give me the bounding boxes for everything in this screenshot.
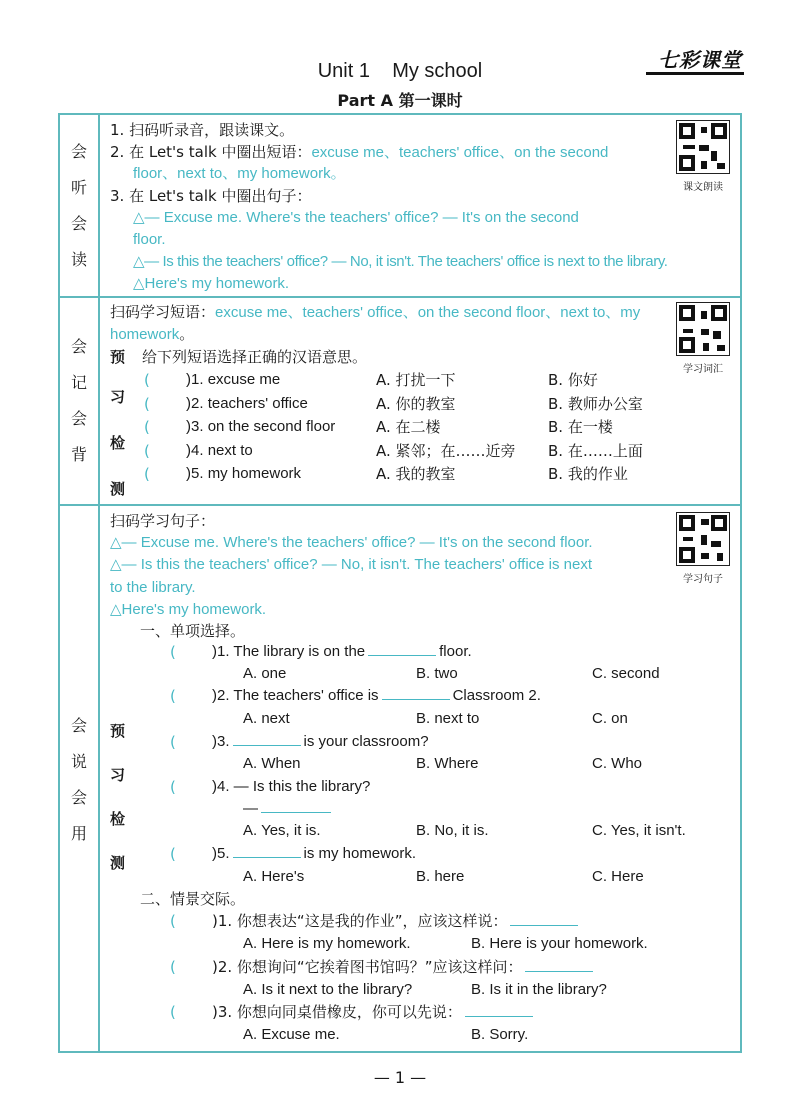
badge-test: 测 [110, 854, 126, 872]
option-a[interactable]: A. Here's [243, 868, 305, 885]
speak-sentence-3: △Here's my homework. [110, 601, 267, 618]
speak-sentence-2: △— Is this the teachers' office? — No, it isn't. The teachers' office is next [110, 556, 593, 573]
option-b[interactable]: B. two [416, 665, 458, 682]
option-a[interactable]: A. Excuse me. [243, 1026, 340, 1043]
answer-blank[interactable] [510, 912, 578, 926]
option-c[interactable]: C. second [592, 665, 660, 682]
option-c[interactable]: C. Who [592, 755, 643, 772]
option-b[interactable]: B. here [416, 868, 465, 885]
answer-blank[interactable] [465, 1003, 533, 1017]
column-divider [98, 113, 100, 1053]
badge-practice: 习 [110, 388, 126, 406]
answer-blank[interactable] [382, 686, 450, 700]
lesson-subtitle: Part A 第一课时 [337, 91, 463, 110]
option-c[interactable]: C. Yes, it isn't. [592, 822, 686, 839]
answer-blank[interactable] [261, 799, 331, 813]
badge-preview: 预 [110, 348, 126, 366]
answer-blank[interactable] [368, 642, 436, 656]
phrase-instruction: 给下列短语选择正确的汉语意思。 [142, 348, 368, 366]
option-c[interactable]: C. Here [592, 868, 644, 885]
phrase-intro: 扫码学习短语：excuse me、teachers' office、on the second floor、next to、my [110, 303, 641, 321]
phrase-intro-cont: homework。 [110, 325, 195, 343]
answer-blank[interactable] [233, 844, 301, 858]
sentence-intro: 扫码学习句子： [110, 512, 216, 530]
badge-practice: 习 [110, 766, 126, 784]
badge-check: 检 [110, 434, 126, 452]
section-label-listen: 会 听 会 读 [70, 141, 87, 269]
qr-caption: 学习句子 [683, 574, 723, 585]
sentence-3: △Here's my homework. [133, 275, 290, 292]
part-2-heading: 二、情景交际。 [140, 890, 246, 908]
option-a[interactable]: A. next [243, 710, 290, 727]
brand-logo: 七彩课堂 [658, 48, 742, 72]
speak-sentence-2-cont: to the library. [110, 579, 196, 596]
option-a[interactable]: A. Yes, it is. [243, 822, 321, 839]
part-1-heading: 一、单项选择。 [140, 622, 246, 640]
instruction-1: 1. 扫码听录音，跟读课文。 [110, 121, 295, 139]
badge-preview: 预 [110, 722, 126, 740]
unit-title: Unit 1 My school [317, 60, 483, 82]
sentence-1-cont: floor. [133, 231, 166, 248]
option-a[interactable]: A. one [243, 665, 287, 682]
instruction-3: 3. 在 Let's talk 中圈出句子： [110, 187, 312, 205]
badge-check: 检 [110, 810, 126, 828]
qr-code[interactable] [676, 120, 730, 174]
qr-caption: 课文朗读 [683, 182, 723, 193]
option-b[interactable]: B. next to [416, 710, 480, 727]
qr-code[interactable] [676, 302, 730, 356]
page-number: — 1 — [373, 1068, 427, 1087]
option-a[interactable]: A. When [243, 755, 301, 772]
speak-sentence-1: △— Excuse me. Where's the teachers' office? — It's on the second floor. [110, 534, 593, 551]
option-b[interactable]: B. Sorry. [471, 1026, 529, 1043]
answer-blank[interactable] [525, 958, 593, 972]
instruction-2: 2. 在 Let's talk 中圈出短语：excuse me、teachers' office、on the second [110, 143, 609, 161]
sentence-1: △— Excuse me. Where's the teachers' office? — It's on the second [133, 209, 579, 226]
option-a[interactable]: A. Is it next to the library? [243, 981, 413, 998]
answer-blank[interactable] [233, 732, 301, 746]
sentence-2: △— Is this the teachers' office? — No, it isn't. The teachers' office is next to the library. [133, 253, 668, 270]
option-b[interactable]: B. Where [416, 755, 479, 772]
qr-caption: 学习词汇 [683, 364, 723, 375]
option-a[interactable]: A. Here is my homework. [243, 935, 411, 952]
option-c[interactable]: C. on [592, 710, 628, 727]
instruction-2-cont: floor、next to、my homework。 [133, 165, 346, 182]
section-label-speak: 会 说 会 用 [70, 715, 87, 843]
row-divider-2 [58, 504, 742, 506]
option-b[interactable]: B. No, it is. [416, 822, 489, 839]
qr-code[interactable] [676, 512, 730, 566]
badge-test: 测 [110, 480, 126, 498]
row-divider-1 [58, 296, 742, 298]
option-b[interactable]: B. Here is your homework. [471, 935, 648, 952]
section-label-remember: 会 记 会 背 [70, 337, 87, 464]
option-b[interactable]: B. Is it in the library? [471, 981, 607, 998]
